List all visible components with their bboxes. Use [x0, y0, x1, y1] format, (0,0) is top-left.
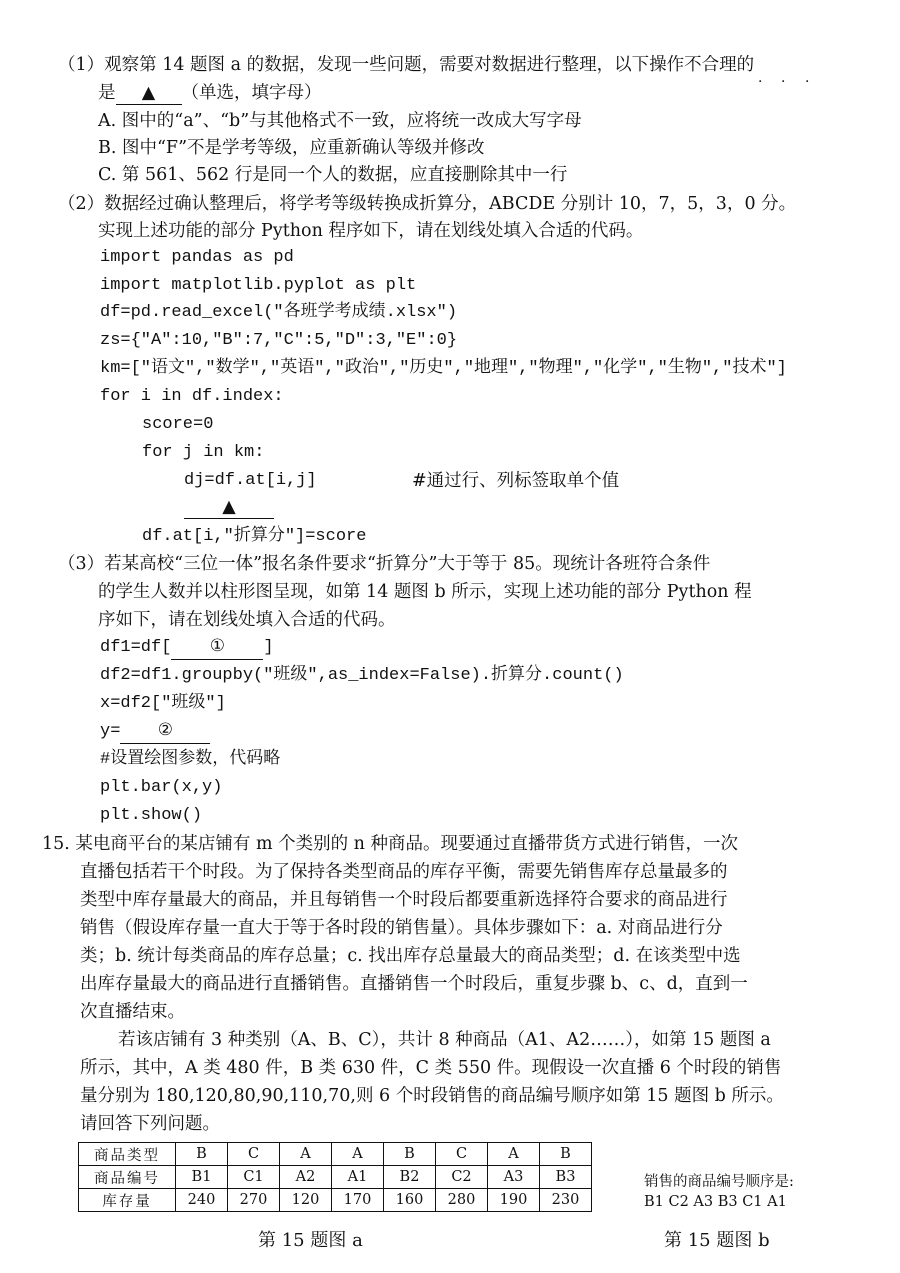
figure-b-label: 销售的商品编号顺序是:: [644, 1174, 794, 1190]
figure-b-caption: 第 15 题图 b: [664, 1230, 770, 1251]
q2-line1: （2）数据经过确认整理后，将学考等级转换成折算分，ABCDE 分别计 10，7，5，3，0 分。: [58, 194, 797, 214]
q15-line: 类；b. 统计每类商品的库存总量；c. 找出库存总量最大的商品类型；d. 在该类型中选: [80, 946, 741, 966]
figure-b-sequence: B1 C2 A3 B3 C1 A1: [644, 1194, 787, 1210]
table-cell: 240: [176, 1189, 228, 1212]
code-line: plt.bar(x,y): [100, 778, 223, 797]
table-cell: A: [488, 1143, 540, 1166]
table-cell: 270: [228, 1189, 280, 1212]
table-header-cell: 库存量: [79, 1189, 176, 1212]
code-line: plt.show(): [100, 806, 203, 825]
q1-option-a: A. 图中的“a”、“b”与其他格式不一致，应将统一改成大写字母: [98, 111, 582, 131]
q2-line2: 实现上述功能的部分 Python 程序如下，请在划线处填入合适的代码。: [98, 221, 644, 241]
code-line: df=pd.read_excel("各班学考成绩.xlsx"): [100, 303, 458, 322]
emphasis-dot: ·: [781, 74, 786, 90]
answer-blank[interactable]: [116, 82, 182, 105]
blank-mark: ▲: [222, 497, 236, 517]
code-line: km=["语文","数学","英语","政治","历史","地理","物理","化学","生物","技术"]: [100, 359, 787, 378]
code-line: #设置绘图参数，代码略: [100, 750, 281, 769]
q1-line2-pre: 是: [98, 83, 116, 103]
table-cell: 160: [384, 1189, 436, 1212]
table-cell: B2: [384, 1166, 436, 1189]
code-line: dj=df.at[i,j]: [184, 471, 317, 490]
table-cell: A1: [332, 1166, 384, 1189]
code-line: import pandas as pd: [100, 248, 294, 267]
answer-blank-1[interactable]: ①: [171, 637, 263, 660]
q15-line: 次直播结束。: [80, 1002, 185, 1022]
code-line: for j in km:: [142, 443, 265, 462]
code-comment: #通过行、列标签取单个值: [412, 471, 620, 491]
table-row: [79, 1166, 592, 1189]
code-line: for i in df.index:: [100, 387, 284, 406]
code-line: x=df2["班级"]: [100, 694, 226, 713]
code-line: df2=df1.groupby("班级",as_index=False).折算分.count(): [100, 666, 624, 685]
q3-line1: （3）若某高校“三位一体”报名条件要求“折算分”大于等于 85。现统计各班符合条件: [58, 554, 711, 574]
q15-line: 15. 某电商平台的某店铺有 m 个类别的 n 种商品。现要通过直播带货方式进行销售，一次: [42, 834, 739, 854]
figure-a-caption: 第 15 题图 a: [258, 1230, 363, 1251]
code-line: df1=df[ ① ]: [100, 635, 274, 661]
figure-a-table: [78, 1142, 592, 1212]
q15-line: 直播包括若干个时段。为了保持各类型商品的库存平衡，需要先销售库存总量最多的: [80, 862, 728, 882]
table-cell: C1: [228, 1166, 280, 1189]
table-cell: A2: [280, 1166, 332, 1189]
code-line: df.at[i,"折算分"]=score: [142, 527, 367, 546]
table-cell: 190: [488, 1189, 540, 1212]
q15-line: 量分别为 180,120,80,90,110,70,则 6 个时段销售的商品编号顺序如第 15 题图 b 所示。: [80, 1086, 784, 1106]
blank-line: [184, 496, 274, 519]
table-cell: C: [228, 1143, 280, 1166]
q15-line: 类型中库存量最大的商品，并且每销售一个时段后都要重新选择符合要求的商品进行: [80, 890, 728, 910]
table-cell: A3: [488, 1166, 540, 1189]
q1-option-b: B. 图中“F”不是学考等级，应重新确认等级并修改: [98, 138, 485, 158]
table-cell: B: [176, 1143, 228, 1166]
emphasis-dot: ·: [758, 74, 763, 90]
table-header-cell: 商品类型: [79, 1143, 176, 1166]
q15-line: 销售（假设库存量一直大于等于各时段的销售量）。具体步骤如下：a. 对商品进行分: [80, 918, 723, 938]
q15-line: 请回答下列问题。: [80, 1114, 220, 1134]
table-cell: C2: [436, 1166, 488, 1189]
table-cell: C: [436, 1143, 488, 1166]
table-row: [79, 1143, 592, 1166]
q3-line2: 的学生人数并以柱形图呈现，如第 14 题图 b 所示，实现上述功能的部分 Python 程: [98, 582, 752, 602]
table-cell: B3: [540, 1166, 592, 1189]
q1-line2: [98, 80, 322, 106]
q15-line: 出库存量最大的商品进行直播销售。直播销售一个时段后，重复步骤 b、c、d，直到一: [80, 974, 748, 994]
blank-mark: ▲: [141, 83, 156, 103]
q1-line1: （1）观察第 14 题图 a 的数据，发现一些问题，需要对数据进行整理，以下操作不合理的: [58, 55, 755, 75]
table-cell: B: [540, 1143, 592, 1166]
table-cell: 230: [540, 1189, 592, 1212]
code-line: y= ②: [100, 719, 210, 745]
code-line: import matplotlib.pyplot as plt: [100, 276, 417, 295]
table-header-cell: 商品编号: [79, 1166, 176, 1189]
table-cell: A: [332, 1143, 384, 1166]
table-cell: B: [384, 1143, 436, 1166]
code-line: score=0: [142, 415, 214, 434]
q1-line2-post: （单选，填字母）: [181, 83, 322, 103]
q3-line3: 序如下，请在划线处填入合适的代码。: [98, 610, 396, 630]
table-cell: 120: [280, 1189, 332, 1212]
q15-line: 若该店铺有 3 种类别（A、B、C），共计 8 种商品（A1、A2……），如第 15 题图 a: [118, 1030, 771, 1050]
emphasis-dot: ·: [805, 74, 810, 90]
answer-blank-2[interactable]: ②: [120, 721, 210, 744]
answer-blank[interactable]: [184, 494, 274, 520]
table-row: [79, 1189, 592, 1212]
q15-line: 所示，其中，A 类 480 件，B 类 630 件，C 类 550 件。现假设一次直播 6 个时段的销售: [80, 1058, 782, 1078]
table-cell: B1: [176, 1166, 228, 1189]
table-cell: 280: [436, 1189, 488, 1212]
code-line: zs={"A":10,"B":7,"C":5,"D":3,"E":0}: [100, 331, 458, 350]
table-cell: A: [280, 1143, 332, 1166]
table-cell: 170: [332, 1189, 384, 1212]
q1-option-c: C. 第 561、562 行是同一个人的数据，应直接删除其中一行: [98, 165, 568, 185]
